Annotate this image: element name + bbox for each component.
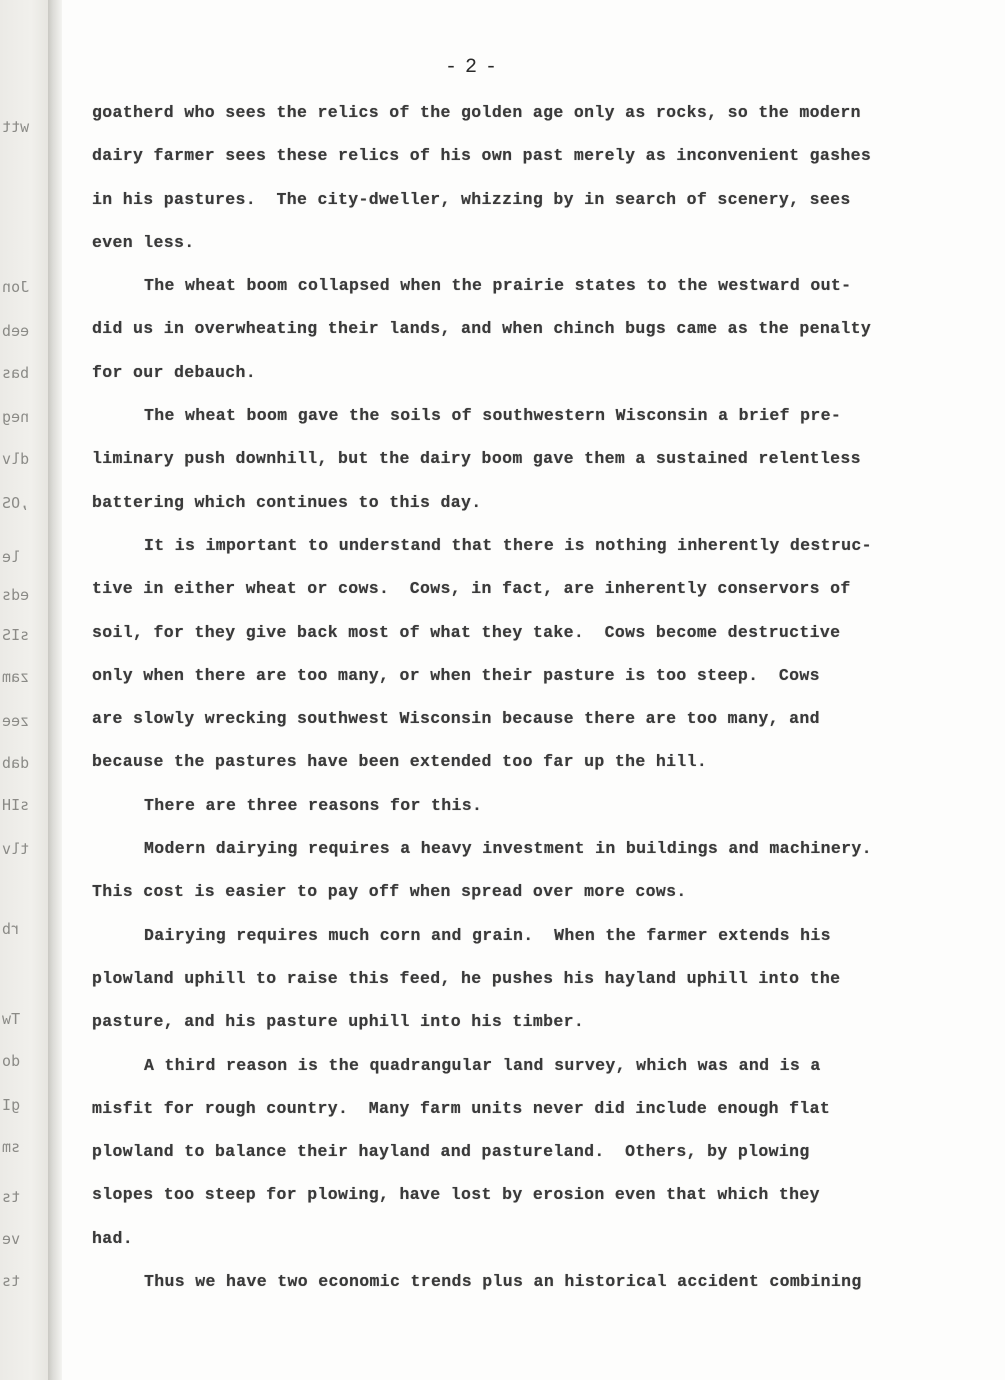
bleed-through-fragment: rb xyxy=(2,920,21,938)
text-line: in his pastures. The city-dweller, whizzing by in search of scenery, sees xyxy=(92,189,851,209)
bleed-through-fragment: zam xyxy=(2,668,30,686)
bleed-through-fragment: zee xyxy=(2,712,30,730)
text-line: only when there are too many, or when their pasture is too steep. Cows xyxy=(92,665,820,685)
text-line: The wheat boom collapsed when the prairie states to the westward out- xyxy=(144,276,852,296)
text-line: plowland uphill to raise this feed, he pushes his hayland uphill into the xyxy=(92,968,841,988)
gutter-shadow xyxy=(48,0,62,1380)
bleed-through-fragment: ve xyxy=(2,1230,21,1248)
text-line: liminary push downhill, but the dairy boom gave them a sustained relentless xyxy=(92,449,861,469)
text-line: had. xyxy=(92,1228,134,1248)
text-line: dairy farmer sees these relics of his own past merely as inconvenient gashes xyxy=(92,146,872,166)
bleed-through-fragment: eds xyxy=(2,586,30,604)
text-line: pasture, and his pasture uphill into his timber. xyxy=(92,1012,585,1032)
text-line: There are three reasons for this. xyxy=(144,795,483,815)
typed-body-text xyxy=(92,98,942,1310)
bleed-through-fragment: eeb xyxy=(2,322,30,340)
text-line: for our debauch. xyxy=(92,362,257,382)
bleed-through-fragment: bas xyxy=(2,364,30,382)
bleed-through-fragment: tlv xyxy=(2,840,30,858)
text-line: goatherd who sees the relics of the golden age only as rocks, so the modern xyxy=(92,103,861,122)
text-line: This cost is easier to pay off when spread over more cows. xyxy=(92,882,687,902)
bleed-through-fragment: sIS xyxy=(2,626,30,644)
bleed-through-fragment: Tw xyxy=(2,1010,21,1028)
page-number-dash-right: - xyxy=(485,56,500,79)
bleed-through-fragment: do xyxy=(2,1052,21,1070)
bleed-through-fragment: ,OS xyxy=(2,494,30,512)
bleed-through-fragment: sm xyxy=(2,1138,21,1156)
bleed-through-fragment: dab xyxy=(2,754,30,772)
bleed-through-fragment: ts xyxy=(2,1188,21,1206)
text-line: The wheat boom gave the soils of southwestern Wisconsin a brief pre- xyxy=(144,406,842,426)
bleed-through-fragment: ts xyxy=(2,1272,21,1290)
text-line: It is important to understand that there is nothing inherently destruc- xyxy=(144,535,872,555)
text-line: did us in overwheating their lands, and when chinch bugs came as the penalty xyxy=(92,319,872,339)
text-line: slopes too steep for plowing, have lost by erosion even that which they xyxy=(92,1185,820,1205)
text-line: even less. xyxy=(92,232,195,252)
bleed-through-fragment: neg xyxy=(2,408,30,426)
bleed-through-fragment: Jon xyxy=(2,278,30,296)
text-line: because the pastures have been extended too far up the hill. xyxy=(92,752,708,772)
bleed-through-fragment: le xyxy=(2,548,21,566)
text-line: Dairying requires much corn and grain. When the farmer extends his xyxy=(144,925,831,945)
bleed-through-fragment: gI xyxy=(2,1096,21,1114)
text-line: Modern dairying requires a heavy investment in buildings and machinery. xyxy=(144,839,872,859)
page-number-value: 2 xyxy=(464,56,479,79)
previous-page-edge xyxy=(0,0,52,1380)
bleed-through-fragment: sIH xyxy=(2,796,30,814)
text-line: A third reason is the quadrangular land survey, which was and is a xyxy=(144,1055,821,1075)
text-line: misfit for rough country. Many farm units never did include enough flat xyxy=(92,1098,831,1118)
text-line: tive in either wheat or cows. Cows, in fact, are inherently conservors of xyxy=(92,579,851,599)
text-line: soil, for they give back most of what they take. Cows become destructive xyxy=(92,622,841,642)
page-number xyxy=(432,56,512,79)
text-line: are slowly wrecking southwest Wisconsin because there are too many, and xyxy=(92,709,820,729)
bleed-through-fragment: dlv xyxy=(2,450,30,468)
text-line: Thus we have two economic trends plus an historical accident combining xyxy=(144,1272,862,1292)
text-line: plowland to balance their hayland and pastureland. Others, by plowing xyxy=(92,1142,810,1162)
bleed-through-fragment: wtt xyxy=(2,118,30,136)
text-line: battering which continues to this day. xyxy=(92,492,482,512)
page-number-dash-left: - xyxy=(444,56,459,79)
